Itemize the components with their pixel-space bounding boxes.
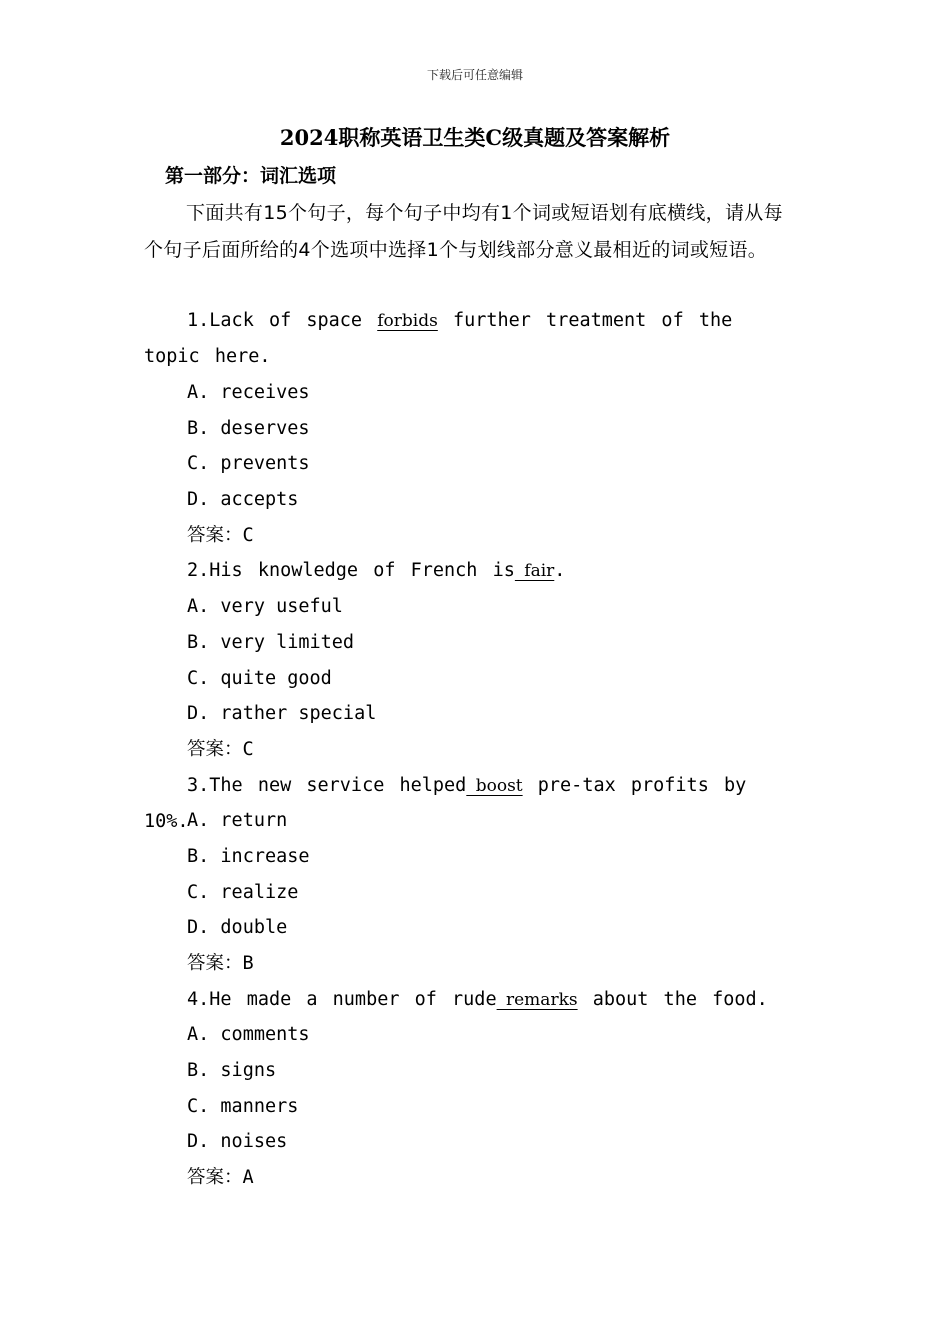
answer-label: 答案： [187,524,243,546]
question-list [144,303,794,1196]
answer-label: 答案： [187,1167,243,1189]
stem-text-before: 4.He made a number of rude [187,988,497,1010]
option-a: A. comments [187,1024,310,1046]
header-note: 下载后可任意编辑 [426,68,523,82]
stem-text-after: pre-tax profits by 10%. [144,774,747,832]
question-2 [144,553,794,767]
option-b: B. increase [187,845,310,867]
answer-value: C [242,738,254,760]
option-a: A. return [187,810,288,832]
document-title: 2024职称英语卫生类C级真题及答案解析 [279,125,671,150]
option-c: C. prevents [187,453,310,475]
stem-text-before: 1.Lack of space [187,310,378,331]
question-1 [144,303,794,553]
answer-line [144,732,794,768]
answer-value: C [242,524,254,546]
answer-value: B [242,953,254,974]
question-stem [144,553,794,589]
answer-label: 答案： [187,738,243,760]
option-b: B. deserves [187,417,310,439]
stem-text-after: . [554,560,566,582]
option-c: C. realize [187,881,299,903]
stem-text-after: further treatment of the topic here. [144,310,733,367]
option-c: C. quite good [187,667,332,689]
question-4 [144,982,794,1196]
question-stem [144,303,794,375]
answer-label: 答案： [187,953,243,974]
question-stem [144,982,794,1018]
option-d: D. rather special [187,703,377,725]
option-c: C. manners [187,1095,299,1117]
question-3 [144,768,794,982]
underlined-word: remarks [496,989,578,1010]
option-b: B. signs [187,1060,277,1082]
instructions-paragraph: 下面共有15个句子，每个句子中均有1个词或短语划有底横线，请从每个句子后面所给的4个选项中选择1个与划线部分意义最相近的词或短语。 [144,202,783,261]
option-a: A. very useful [187,596,343,618]
underlined-word: fair [514,561,555,582]
option-d: D. double [187,917,288,939]
section-heading: 第一部分：词汇选项 [165,165,337,187]
answer-value: A [242,1167,254,1189]
option-d: D. accepts [187,489,299,511]
stem-text-before: 2.His knowledge of French is [187,560,515,582]
underlined-word: forbids [377,311,438,331]
stem-text-after: about the food. [577,988,768,1010]
option-a: A. receives [187,382,310,403]
answer-line [144,518,794,554]
option-d: D. noises [187,1131,288,1153]
answer-line [144,946,794,982]
underlined-word: boost [466,775,523,796]
answer-line [144,1160,794,1196]
option-b: B. very limited [187,631,355,653]
stem-text-before: 3.The new service helped [187,774,467,796]
